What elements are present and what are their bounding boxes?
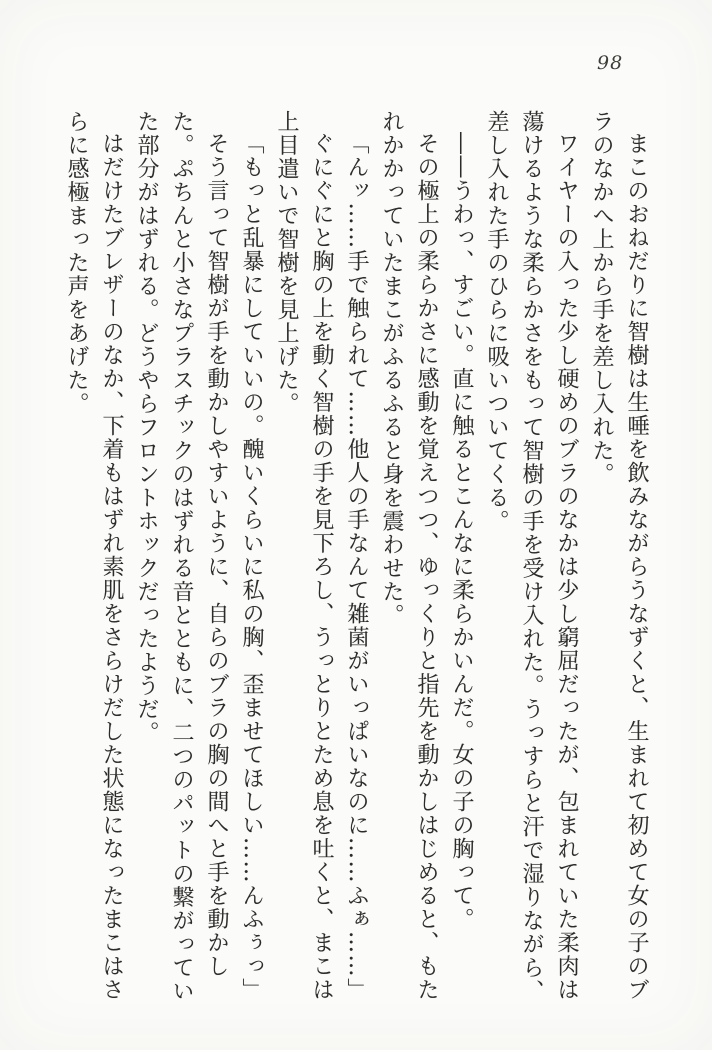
paragraph-7: 「もっと乱暴にしていいの。醜いくらいに私の胸、歪ませてほしい……んふぅっ」 bbox=[239, 132, 264, 1002]
paragraph-4: その極上の柔らかさに感動を覚えつつ、ゆっくりと指先を動かしはじめると、もたれかかっていたまこがふるふると身を震わせた。 bbox=[379, 110, 439, 1002]
paragraph-3: ――うわっ、すごい。直に触るとこんなに柔らかいんだ。女の子の胸って。 bbox=[449, 132, 474, 931]
paragraph-8: そう言って智樹が手を動かしやすいように、自らのブラの胸の間へと手を動かした。ぷちんと小さなプラスチックのはずれる音とともに、二つのパットの繋がっていた部分がはずれる。どうやらフロントホックだったようだ。 bbox=[134, 110, 229, 1003]
vertical-text-block bbox=[59, 110, 654, 1005]
page-number: 98 bbox=[597, 52, 624, 74]
paragraph-6: ぐにぐにと胸の上を動く智樹の手を見下ろし、うっとりとため息を吐くと、まこは上目遣いで智樹を見上げた。 bbox=[274, 110, 334, 1002]
paragraph-1: まこのおねだりに智樹は生唾を飲みながらうなずくと、生まれて初めて女の子のブラのなかへ上から手を差し入れた。 bbox=[589, 110, 649, 1002]
paragraph-9: はだけたブレザーのなか、下着もはずれ素肌をさらけだした状態になったまこはさらに感極まった声をあげた。 bbox=[64, 110, 124, 1002]
paragraph-2: ワイヤーの入った少し硬めのブラのなかは少し窮屈だったが、包まれていた柔肉は蕩けるような柔らかさをもって智樹の手を受け入れた。うっすらと汗で湿りながら、差し入れた手のひらに吸いついてくる。 bbox=[484, 110, 579, 1003]
paragraph-5: 「んッ……手で触られて……他人の手なんて雑菌がいっぱいなのに……ふぁ……」 bbox=[344, 132, 369, 1002]
